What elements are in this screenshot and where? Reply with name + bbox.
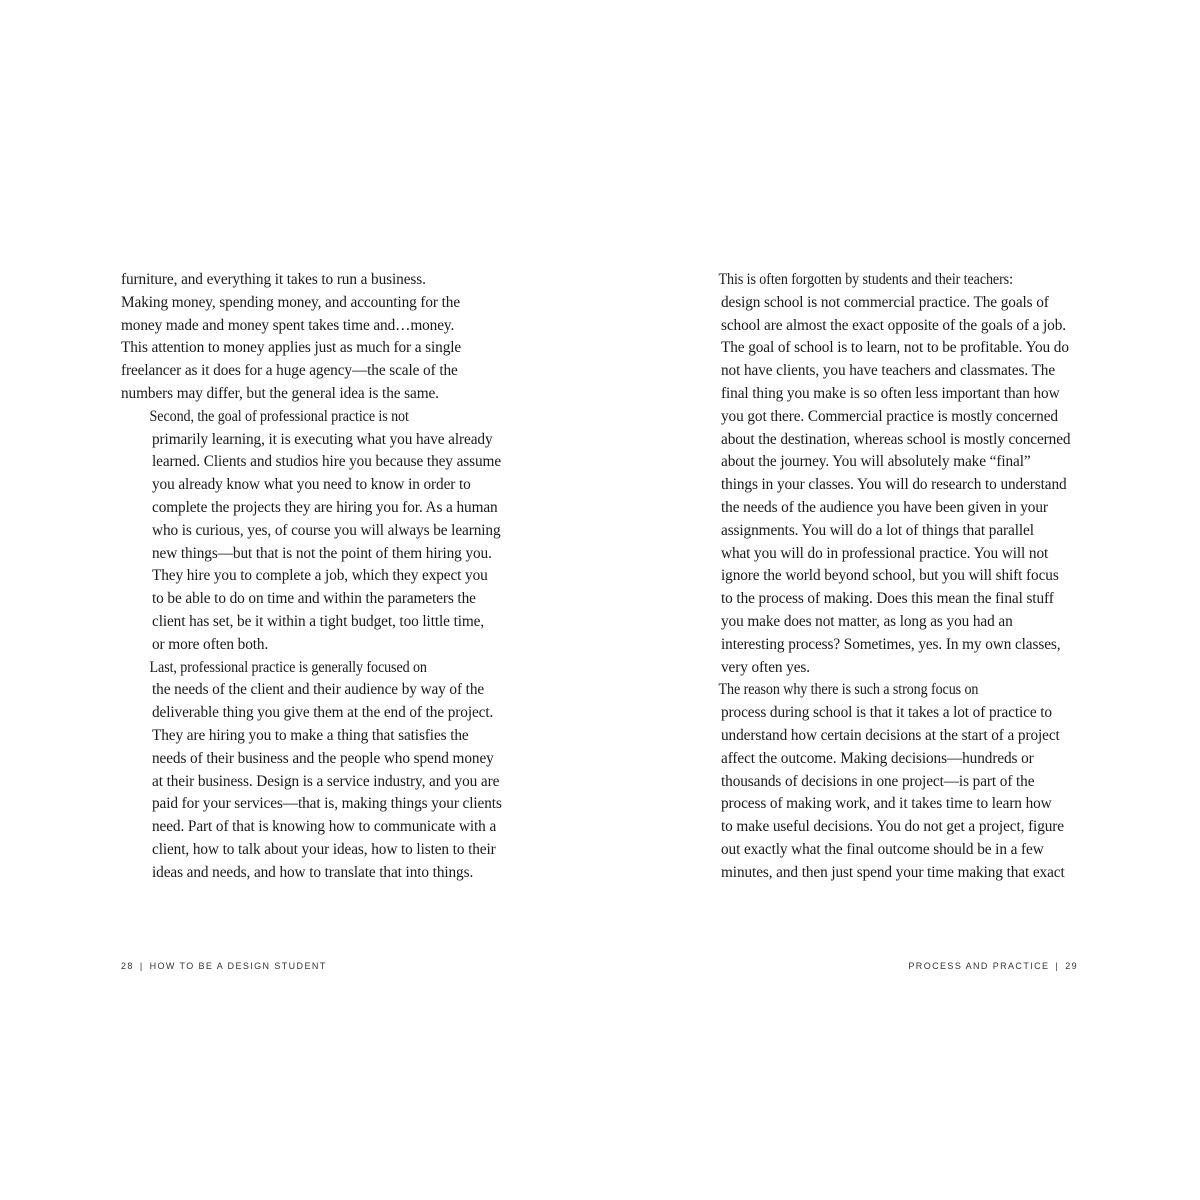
text-line: They hire you to complete a job, which they expect you [152,567,488,585]
text-line: the needs of the audience you have been given in your [721,498,1048,516]
text-line: about the destination, whereas school is mostly concerned [721,430,1071,448]
right-page-body [690,269,1082,885]
folio-separator: | [139,961,144,971]
text-line: assignments. You will do a lot of things that parallel [721,521,1034,539]
text-line: you got there. Commercial practice is mostly concerned [721,407,1058,425]
text-line: ignore the world beyond school, but you will shift focus [721,567,1059,585]
text-line: Second, the goal of professional practice is not [149,407,409,425]
paragraph [121,269,513,406]
text-line: The goal of school is to learn, not to be profitable. You do [721,339,1069,357]
right-folio [908,961,1078,971]
paragraph [121,657,513,885]
text-line: learned. Clients and studios hire you because they assume [152,453,502,471]
text-line: to make useful decisions. You do not get a project, figure [721,818,1064,836]
text-line: new things—but that is not the point of them hiring you. [152,544,492,562]
text-line: what you will do in professional practice. You will not [721,544,1049,562]
text-line: complete the projects they are hiring you for. As a human [152,498,498,516]
text-line: you already know what you need to know in order to [152,476,471,494]
text-line: paid for your services—that is, making things your clients [152,795,502,813]
text-line: process of making work, and it takes time to learn how [721,795,1052,813]
text-line: Last, professional practice is generally focused on [149,658,427,676]
text-line: to the process of making. Does this mean the final stuff [721,590,1054,608]
paragraph [690,269,1082,679]
text-line: at their business. Design is a service industry, and you are [152,772,500,790]
left-running-head: HOW TO BE A DESIGN STUDENT [149,961,327,971]
left-page-number: 28 [121,961,134,971]
text-line: or more often both. [152,635,269,653]
paragraph [690,679,1082,884]
paragraph [121,406,513,657]
folio-separator: | [1055,961,1060,971]
text-line: not have clients, you have teachers and classmates. The [721,362,1056,380]
text-line: Making money, spending money, and accounting for the [121,293,461,311]
text-line: The reason why there is such a strong focus on [718,681,979,699]
text-line: affect the outcome. Making decisions—hundreds or [721,749,1034,767]
text-line: client has set, be it within a tight budget, too little time, [152,612,485,630]
text-line: need. Part of that is knowing how to communicate with a [152,818,497,836]
text-line: school are almost the exact opposite of the goals of a job. [721,316,1066,334]
text-line: They are hiring you to make a thing that satisfies the [152,726,469,744]
text-line: deliverable thing you give them at the end of the project. [152,704,494,722]
left-page-body [121,269,513,885]
text-line: needs of their business and the people who spend money [152,749,494,767]
text-line: minutes, and then just spend your time making that exact [721,863,1065,881]
text-line: who is curious, yes, of course you will always be learning [152,521,501,539]
left-folio [121,961,327,971]
right-page-number: 29 [1065,961,1078,971]
text-line: to be able to do on time and within the parameters the [152,590,476,608]
text-line: This attention to money applies just as much for a single [121,339,462,357]
text-line: final thing you make is so often less important than how [721,384,1060,402]
text-line: primarily learning, it is executing what you have already [152,430,493,448]
text-line: out exactly what the final outcome should be in a few [721,840,1044,858]
text-line: very often yes. [721,658,810,676]
text-line: you make does not matter, as long as you had an [721,612,1013,630]
text-line: process during school is that it takes a lot of practice to [721,704,1052,722]
text-line: the needs of the client and their audience by way of the [152,681,485,699]
text-line: numbers may differ, but the general idea is the same. [121,384,439,402]
text-line: things in your classes. You will do research to understand [721,476,1067,494]
text-line: thousands of decisions in one project—is part of the [721,772,1035,790]
text-line: furniture, and everything it takes to run a business. [121,271,426,288]
text-line: ideas and needs, and how to translate that into things. [152,863,474,881]
text-line: understand how certain decisions at the start of a project [721,726,1060,744]
text-line: client, how to talk about your ideas, how to listen to their [152,840,496,858]
right-running-head: PROCESS AND PRACTICE [908,961,1050,971]
text-line: interesting process? Sometimes, yes. In my own classes, [721,635,1061,653]
text-line: money made and money spent takes time and…money. [121,316,455,334]
text-line: freelancer as it does for a huge agency—the scale of the [121,362,458,380]
text-line: This is often forgotten by students and their teachers: [718,271,1013,288]
text-line: design school is not commercial practice. The goals of [721,293,1049,311]
text-line: about the journey. You will absolutely make “final” [721,453,1031,471]
